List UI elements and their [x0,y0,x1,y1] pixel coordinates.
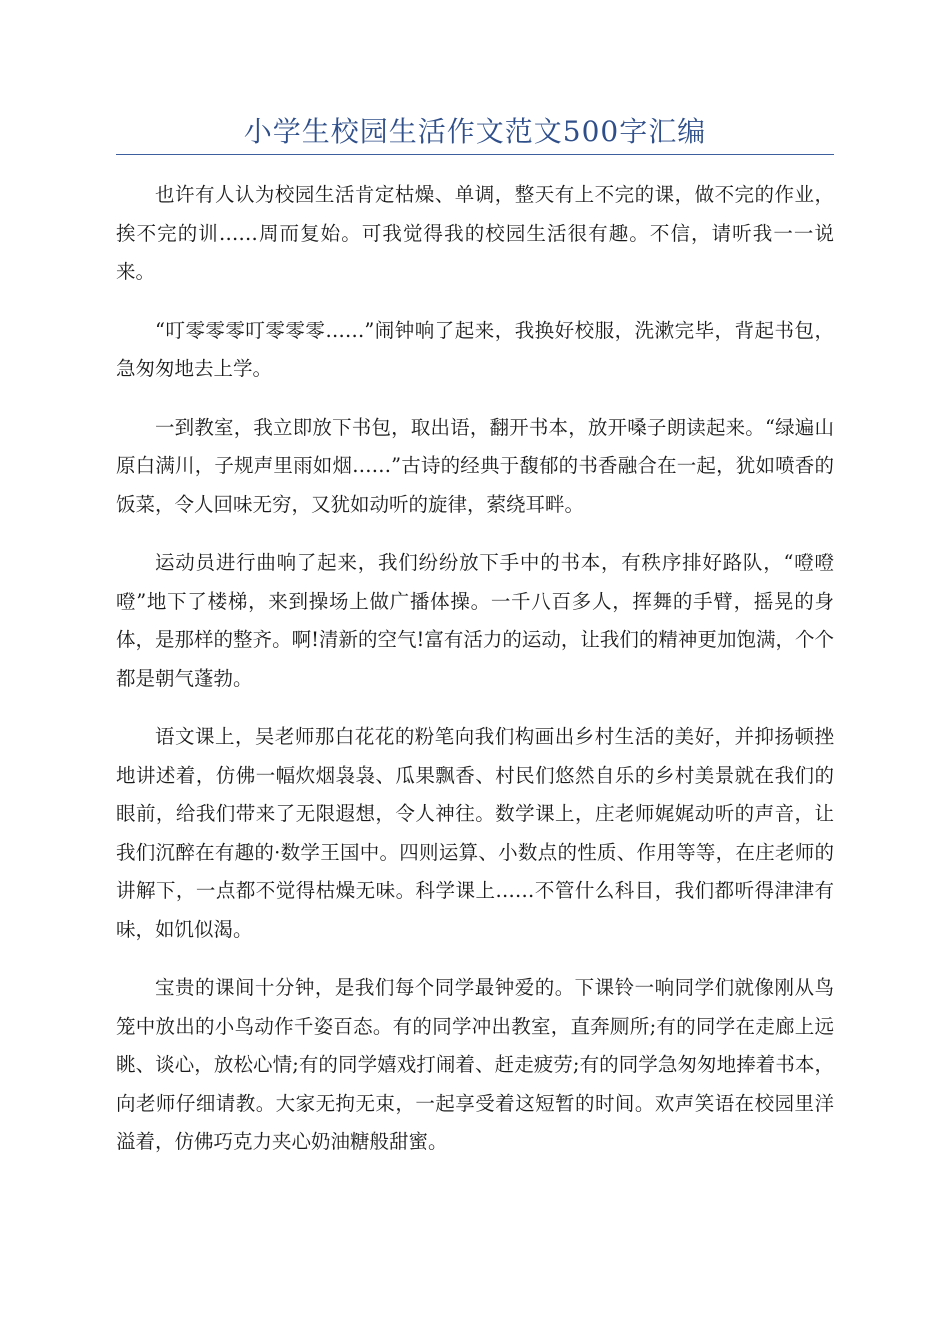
paragraph-4: 运动员进行曲响了起来，我们纷纷放下手中的书本，有秩序排好路队，“噔噔噔”地下了楼梯，来到操场上做广播体操。一千八百多人，挥舞的手臂，摇晃的身体，是那样的整齐。啊!清新的空气!富有活力的运动，让我们的精神更加饱满，个个都是朝气蓬勃。 [116,551,834,690]
document-body [116,176,834,1182]
title-underline [116,154,834,155]
paragraph-6: 宝贵的课间十分钟，是我们每个同学最钟爱的。下课铃一响同学们就像刚从鸟笼中放出的小鸟动作千姿百态。有的同学冲出教室，直奔厕所;有的同学在走廊上远眺、谈心，放松心情;有的同学嬉戏打闹着、赶走疲劳;有的同学急匆匆地捧着书本，向老师仔细请教。大家无拘无束，一起享受着这短暂的时间。欢声笑语在校园里洋溢着，仿佛巧克力夹心奶油糖般甜蜜。 [116,976,834,1153]
paragraph-1: 也许有人认为校园生活肯定枯燥、单调，整天有上不完的课，做不完的作业，挨不完的训……周而复始。可我觉得我的校园生活很有趣。不信，请听我一一说来。 [116,183,834,283]
paragraph-5: 语文课上，吴老师那白花花的粉笔向我们构画出乡村生活的美好，并抑扬顿挫地讲述着，仿佛一幅炊烟袅袅、瓜果飘香、村民们悠然自乐的乡村美景就在我们的眼前，给我们带来了无限遐想，令人神往。数学课上，庄老师娓娓动听的声音，让我们沉醉在有趣的·数学王国中。四则运算、小数点的性质、作用等等，在庄老师的讲解下，一点都不觉得枯燥无味。科学课上……不管什么科目，我们都听得津津有味，如饥似渴。 [116,725,834,941]
paragraph-2: “叮零零零叮零零零……”闹钟响了起来，我换好校服，洗漱完毕，背起书包，急匆匆地去上学。 [116,318,834,380]
paragraph-3: 一到教室，我立即放下书包，取出语，翻开书本，放开嗓子朗读起来。“绿遍山原白满川，子规声里雨如烟……”古诗的经典于馥郁的书香融合在一起，犹如喷香的饭菜，令人回味无穷，又犹如动听的旋律，萦绕耳畔。 [116,415,834,516]
document-title: 小学生校园生活作文范文500字汇编 [243,115,707,148]
